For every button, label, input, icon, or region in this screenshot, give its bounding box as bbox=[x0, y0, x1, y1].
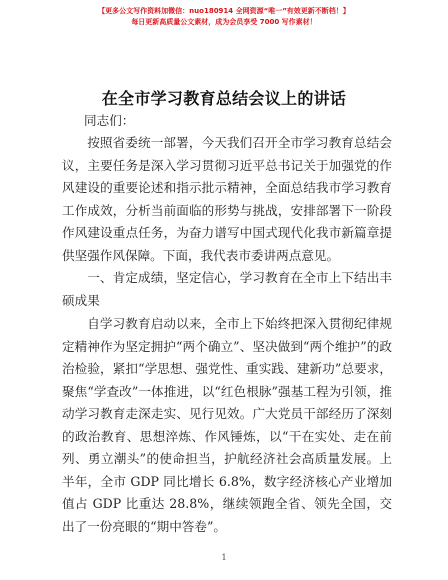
promo-banner-line-2: 每日更新高质量公文素材，成为会员享受 7000 写作素材！ bbox=[131, 18, 317, 26]
body-paragraph-1: 按照省委统一部署，今天我们召开全市学习教育总结会议，主要任务是深入学习贯彻习近平总书记关于加强党的作风建设的重要论述和指示批示精神，全面总结我市学习教育工作成效，分析当前面临的形势与挑战，安排部署下一阶段作风建设重点任务，为奋力谱写中国式现代化我市新篇章提供坚强作风保障。下面，我代表市委讲两点意见。 bbox=[62, 135, 392, 263]
promo-banner bbox=[0, 6, 448, 27]
section-heading-1: 一、肯定成绩，坚定信心，学习教育在全市上下结出丰硕成果 bbox=[62, 270, 392, 308]
page-number: 1 bbox=[221, 553, 227, 562]
body-paragraph-2: 自学习教育启动以来，全市上下始终把深入贯彻纪律规定精神作为坚定拥护“两个确立”、坚决做到“两个维护”的政治检验，紧扣“学思想、强党性、重实践、建新功”总要求，聚焦“学查改”一体推进，以“红色根脉”强基工程为引领，推动学习教育走深走实、见行见效。广大党员干部经历了深刻的政治教育、思想淬炼、作风锤炼，以“干在实处、走在前列、勇立潮头”的使命担当，护航经济社会高质量发展。上半年，全市 GDP 同比增长 6.8%，数字经济核心产业增加值占 GDP 比重达 28.8%，继续领跑全省、领先全国，交出了一份亮眼的“期中答卷”。 bbox=[62, 316, 392, 534]
promo-banner-line-1: 【更多公文写作资料加微信：nuo180914 全网资源“唯一”有效更新不断档！】 bbox=[98, 7, 350, 15]
salutation: 同志们： bbox=[84, 113, 135, 128]
document-title: 在全市学习教育总结会议上的讲话 bbox=[101, 89, 347, 108]
